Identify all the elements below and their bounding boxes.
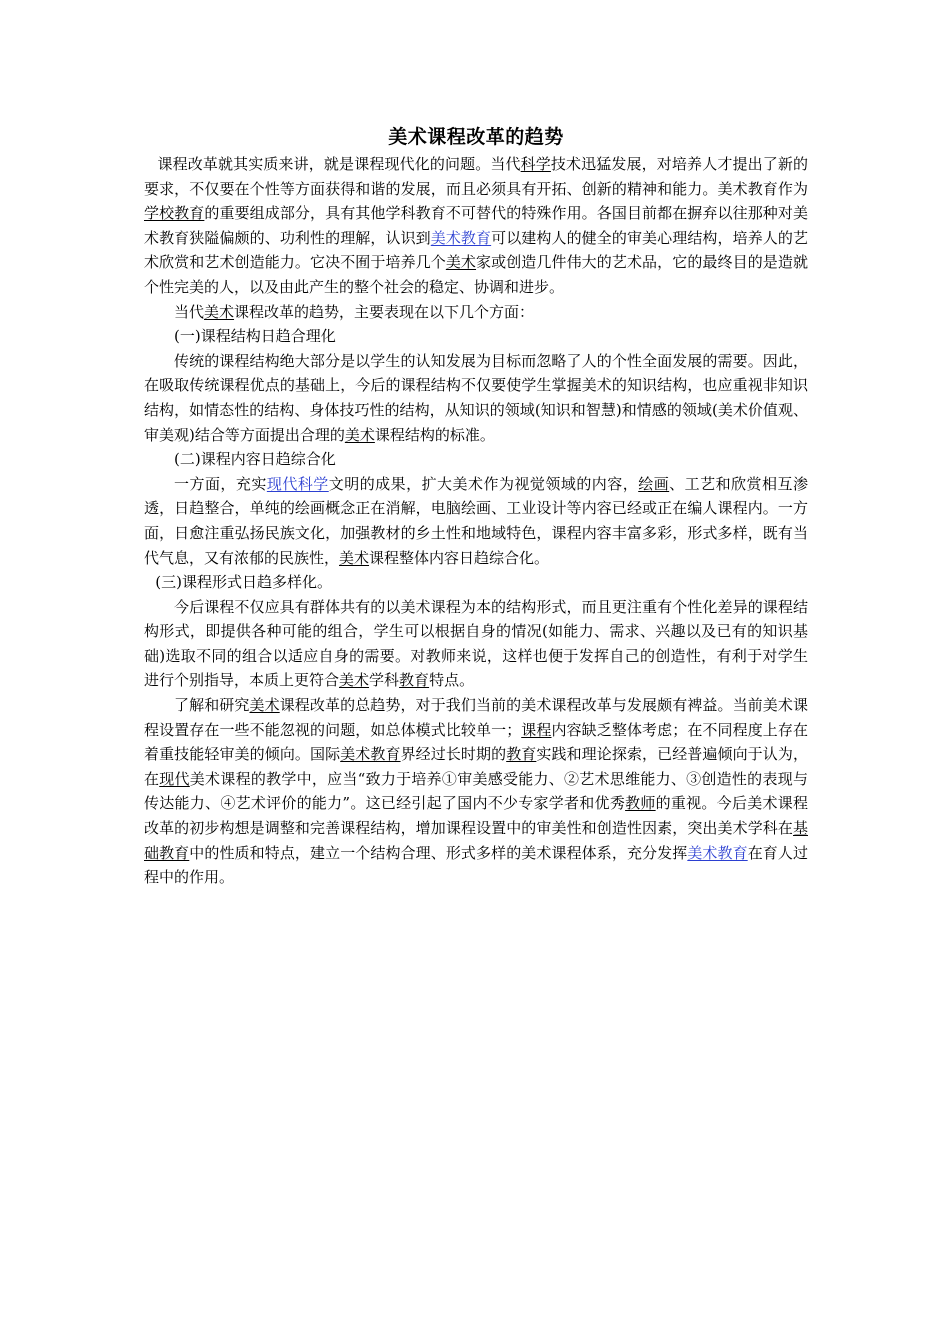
text-run: 界经过长时期的 (400, 745, 507, 764)
text-run: 中的性质和特点，建立一个结构合理、形式多样的美术课程体系，充分发挥 (189, 843, 688, 862)
paragraph-form (144, 595, 808, 693)
text-run: 、工艺和欣赏相互渗透，日趋整合，单纯的绘画概念正在消解，电脑绘画、工业设计等内容已经或正在编人课程内。一方面，日愈注重弘扬民族文化，加强教材的乡土性和地域特色，课程内容丰富多彩，形式多样，既有当代气息，又有浓郁的民族性， (144, 474, 808, 567)
underlined-term: 教师 (625, 794, 656, 813)
text-run: 的重视。今后美术课程改革的初步构想是调整和完善课程结构，增加课程设置中的审美性和创造性因素，突出美术学科在 (144, 794, 808, 838)
underlined-term: 美术 (249, 696, 280, 715)
text-run: 内容缺乏整体考虑；在不同程度上存在着重技能轻审美的倾向。国际 (144, 720, 808, 764)
text-run: 课程改革就其实质来讲，就是课程现代化的问题。当代 (157, 155, 521, 173)
underlined-term: 美术 (339, 548, 370, 567)
text-run: 文明的成果，扩大美术作为视觉领域的内容， (328, 474, 639, 493)
section-heading-1: (一)课程结构日趋合理化 (174, 327, 336, 346)
underlined-term: 课程 (521, 720, 552, 739)
underlined-term: 科学 (520, 155, 551, 173)
text-run: 课程改革的总趋势，对于我们当前的美术课程改革与发展颇有裨益。当前美术课程设置存在一些不能忽视的问题，如总体模式比较单一； (144, 696, 808, 739)
underlined-term: 美术 (339, 671, 370, 690)
text-run: 了解和研究 (174, 696, 250, 715)
paragraph-intro (144, 152, 808, 300)
paragraph-conclusion (144, 693, 808, 890)
paragraph-trends-intro (144, 300, 808, 325)
paragraph-structure (144, 349, 808, 447)
section-heading-2: (二)课程内容日趋综合化 (174, 450, 336, 469)
underlined-term: 美术 (204, 302, 235, 321)
text-run: 一方面，充实 (174, 474, 267, 493)
underlined-term: 绘画 (638, 474, 670, 493)
text-run: 美术课程的教学中，应当“致力于培养①审美感受能力、②艺术思维能力、③创造性的表现与传达能力、④艺术评价的能力”。这已经引起了国内不少专家学者和优秀 (144, 769, 808, 813)
underlined-term: 美术 (445, 253, 477, 272)
link-modern-science[interactable]: 现代科学 (266, 474, 329, 493)
link-art-education-2[interactable]: 美术教育 (687, 843, 748, 862)
link-art-education[interactable]: 美术教育 (430, 228, 492, 247)
underlined-term: 学校教育 (144, 204, 205, 223)
text-run: 当代 (174, 302, 205, 321)
text-run: 的重要组成部分，具有其他学科教育不可替代的特殊作用。各国目前都在摒弃以往那种对美术教育狭隘偏颇的、功利性的理解，认识到 (144, 204, 808, 247)
text-run: 传统的课程结构绝大部分是以学生的认知发展为目标而忽略了人的个性全面发展的需要。因此，在吸取传统课程优点的基础上，今后的课程结构不仅要使学生掌握美术的知识结构，也应重视非知识结构，如情态性的结构、身体技巧性的结构，从知识的领域(知识和智慧)和情感的领域(美术价值观、审美观)结合等方面提出合理的 (144, 351, 808, 444)
text-run: 课程结构的标准。 (374, 425, 495, 444)
document-title: 美术课程改革的趋势 (388, 126, 564, 148)
text-run: 在育人过程中的作用。 (144, 843, 808, 887)
text-run: 特点。 (429, 671, 475, 690)
underlined-term: 教育 (399, 671, 430, 690)
text-run: 技术迅猛发展，对培养人才提出了新的要求，不仅要在个性等方面获得和谐的发展，而且必须具有开拓、创新的精神和能力。美术教育作为 (144, 155, 808, 198)
underlined-term: 美术教育 (340, 745, 401, 764)
text-run: 实践和理论探索，已经普遍倾向于认为，在 (144, 745, 808, 788)
underlined-term: 现代 (159, 769, 190, 788)
paragraph-content (144, 472, 808, 570)
underlined-term: 教育 (506, 745, 537, 764)
underlined-term: 基础教育 (144, 819, 808, 862)
text-run: 课程整体内容日趋综合化。 (369, 548, 550, 567)
text-run: 家或创造几件伟大的艺术品，它的最终目的是造就个性完美的人，以及由此产生的整个社会的稳定、协调和进步。 (144, 253, 808, 296)
section-heading-3: (三)课程形式日趋多样化。 (155, 573, 332, 592)
text-run: 课程改革的趋势，主要表现在以下几个方面： (234, 302, 535, 321)
text-run: 今后课程不仅应具有群体共有的以美术课程为本的结构形式，而且更注重有个性化差异的课程结构形式，即提供各种可能的组合，学生可以根据自身的情况(如能力、需求、兴趣以及已有的知识基础)选取不同的组合以适应自身的需要。对教师来说，这样也便于发挥自己的创造性，有利于对学生进行个别指导，本质上更符合 (144, 597, 808, 690)
document-page (144, 122, 808, 890)
text-run: 学科 (369, 671, 400, 690)
text-run: 可以建构人的健全的审美心理结构，培养人的艺术欣赏和艺术创造能力。它决不囿于培养几个 (144, 228, 808, 272)
underlined-term: 美术 (344, 425, 375, 444)
